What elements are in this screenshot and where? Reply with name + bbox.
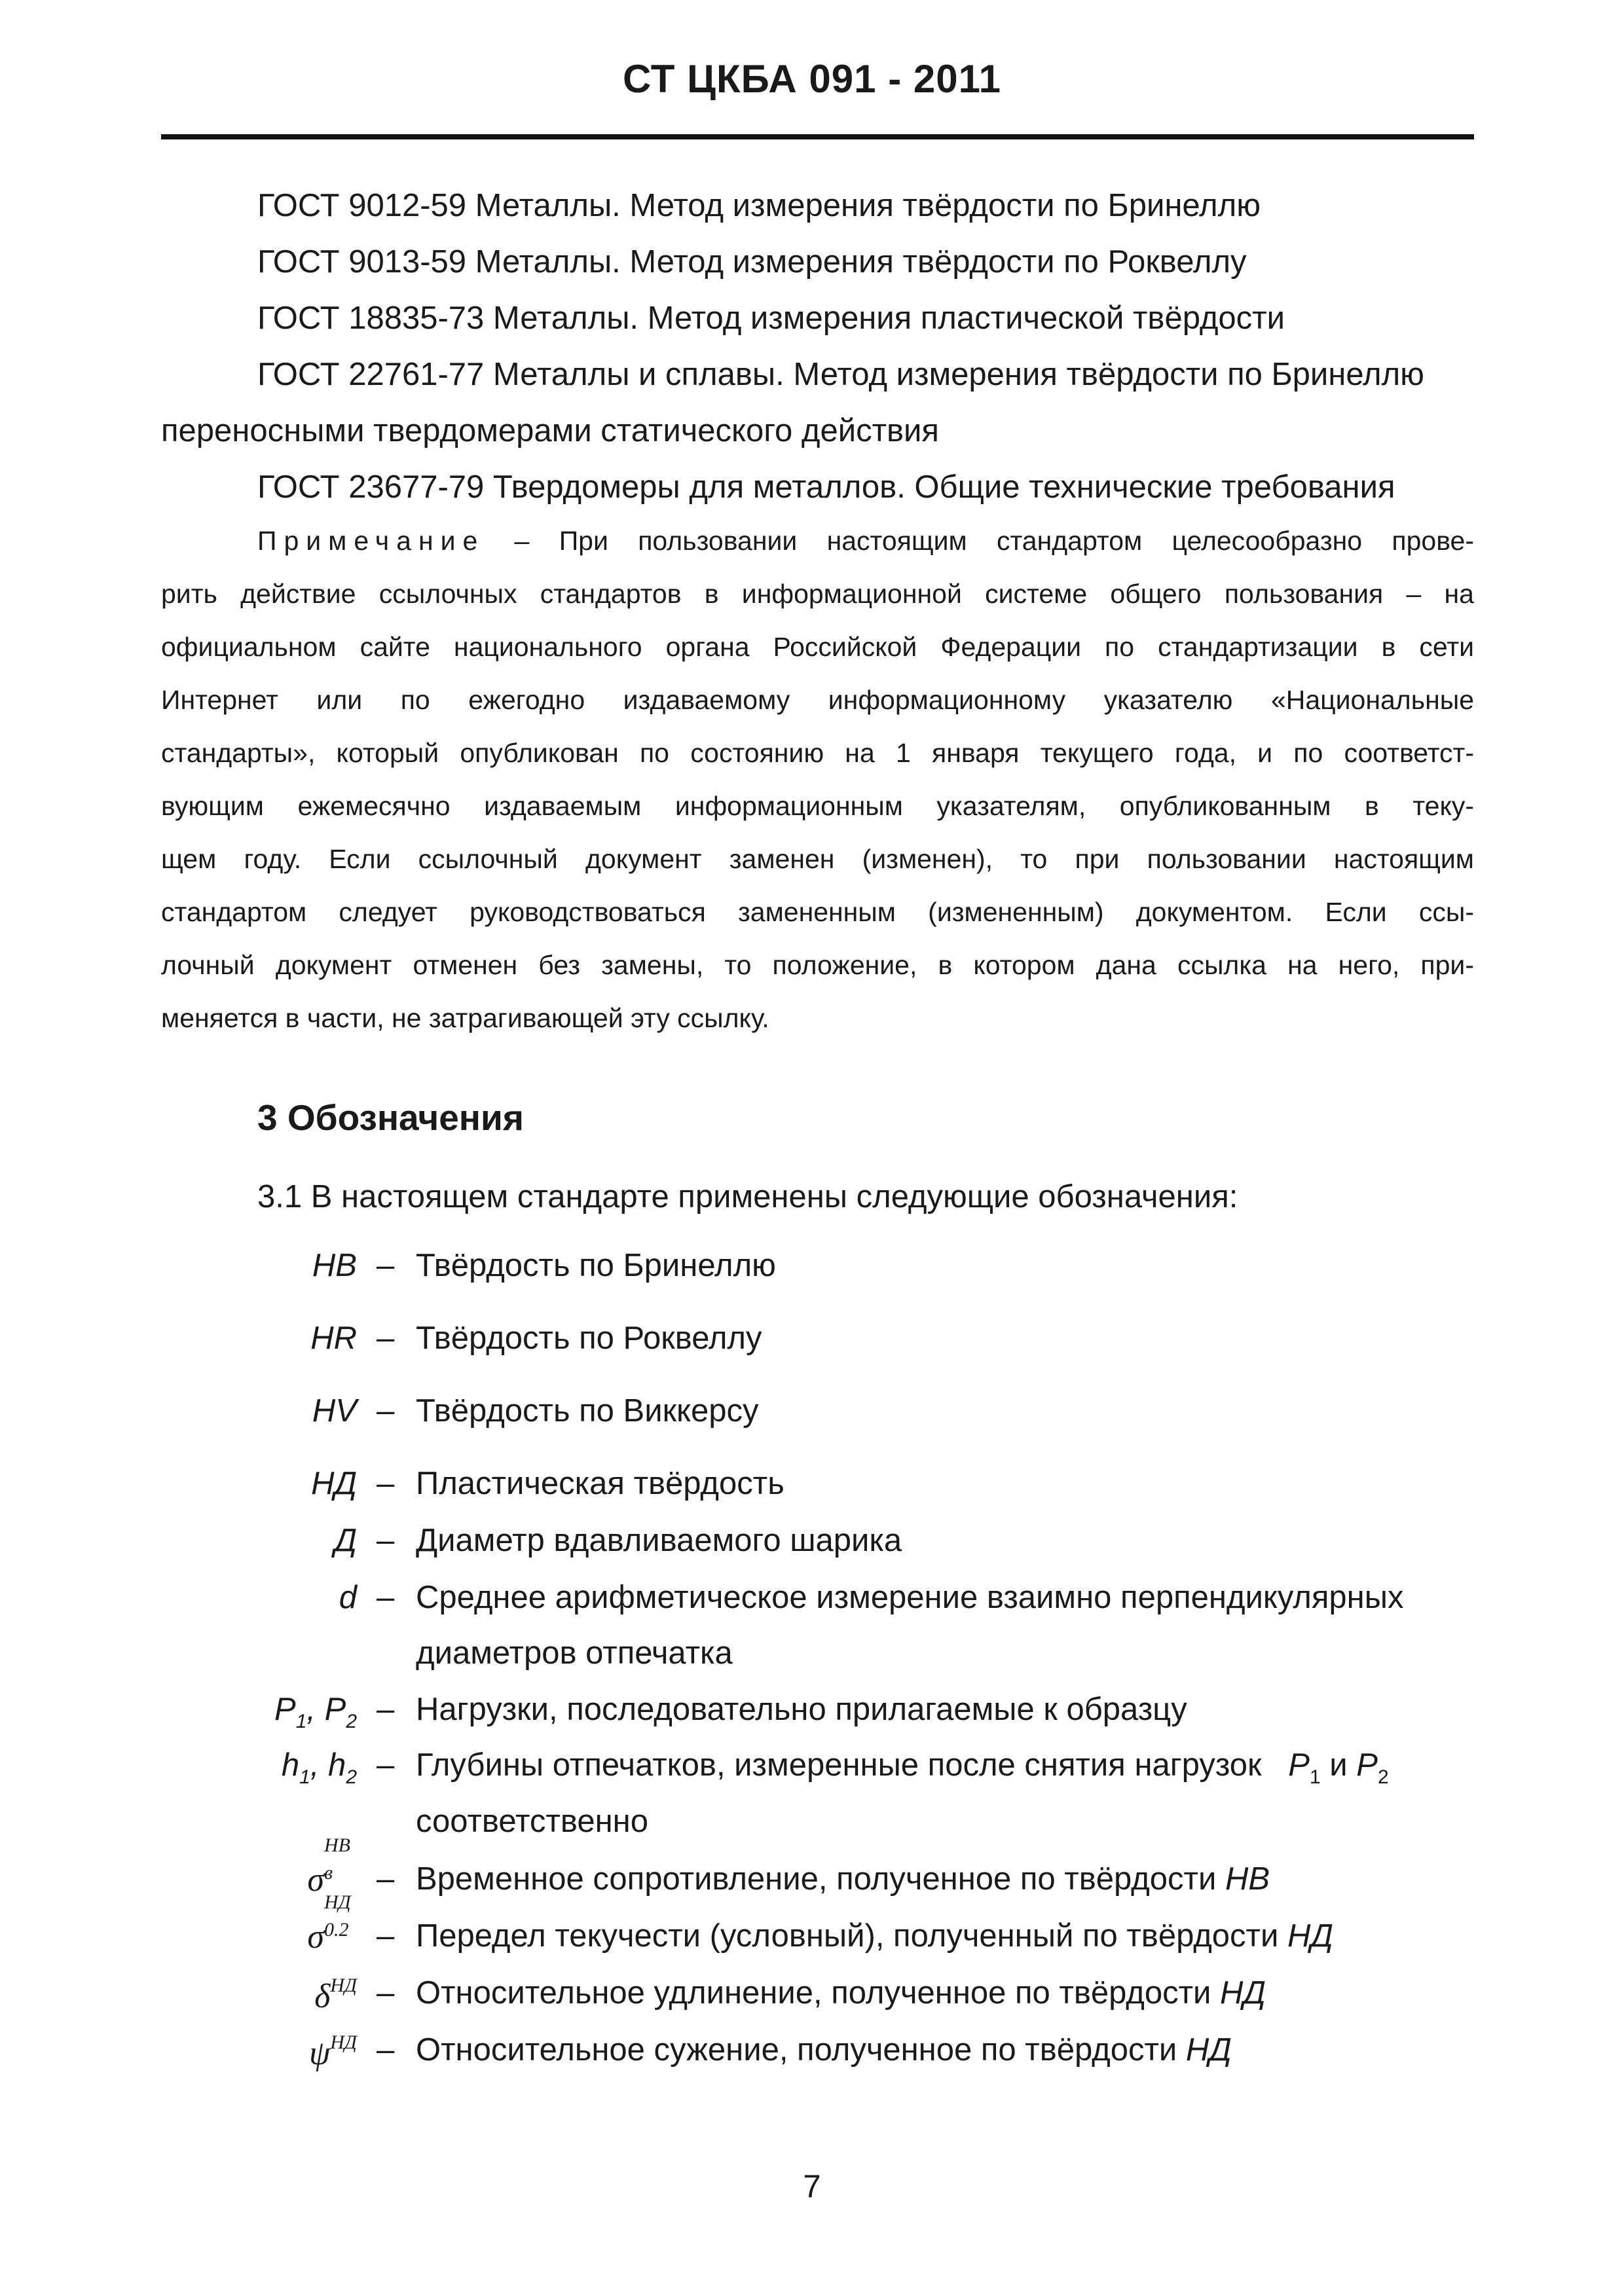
symbol-row-continuation — [0, 1635, 1624, 1681]
dash: – — [377, 1248, 395, 1283]
reference-item: ГОСТ 23677-79 Твердомеры для металлов. Общие технические требования — [257, 469, 1395, 505]
symbol: σ HB в — [307, 1834, 350, 1899]
page-number: 7 — [803, 2169, 821, 2204]
note-line: стандарты», который опубликован по состоянию на 1 января текущего года, и по соответст- — [161, 738, 1474, 768]
dash: – — [377, 1975, 395, 2011]
reference-item: ГОСТ 9013-59 Металлы. Метод измерения твёрдости по Роквеллу — [257, 244, 1247, 280]
dash: – — [377, 1466, 395, 1501]
reference-item-continuation: переносными твердомерами статического действия — [161, 413, 939, 448]
symbol: HB — [312, 1248, 357, 1283]
symbol: $P_1$, $P_2$ — [274, 1692, 357, 1732]
symbol-row — [0, 1247, 1624, 1293]
symbol-description: Диаметр вдавливаемого шарика — [416, 1523, 902, 1558]
note-line: вующим ежемесячно издаваемым информационным указателям, опубликованным в теку- — [161, 791, 1474, 821]
symbol: HV — [312, 1393, 357, 1429]
symbol-row — [0, 1747, 1624, 1793]
symbol-row — [0, 1522, 1624, 1568]
dash: – — [377, 1321, 395, 1356]
symbol-row — [0, 1320, 1624, 1366]
symbol-description-continuation: диаметров отпечатка — [416, 1635, 733, 1671]
section-heading: 3 Обозначения — [257, 1097, 524, 1138]
note-line: рить действие ссылочных стандартов в информационной системе общего пользования – на — [161, 579, 1474, 609]
header-rule — [161, 134, 1474, 139]
note-line: стандартом следует руководствоваться замененным (измененным) документом. Если ссы- — [161, 897, 1474, 927]
symbol-description: Твёрдость по Виккерсу — [416, 1393, 759, 1429]
symbol-description-continuation: соответственно — [416, 1804, 648, 1839]
symbol-description: Относительное удлинение, полученное по твёрдости НД — [416, 1975, 1266, 2011]
symbol: НД — [311, 1466, 357, 1501]
symbol-row — [0, 2032, 1624, 2077]
note-line: щем году. Если ссылочный документ заменен (изменен), то при пользовании настоящим — [161, 844, 1474, 874]
symbol-row-continuation — [0, 1803, 1624, 1849]
symbol-row — [0, 1579, 1624, 1625]
symbol-row — [0, 1891, 1624, 1963]
dash: – — [377, 1861, 395, 1897]
note-line: Примечание – При пользовании настоящим стандартом целесообразно прове- — [257, 526, 1474, 556]
symbol-description: Среднее арифметическое измерение взаимно перпендикулярных — [416, 1580, 1404, 1615]
document-header-title: СТ ЦКБА 091 - 2011 — [622, 57, 1002, 101]
symbol-description: Пластическая твёрдость — [416, 1466, 784, 1501]
note-line: лочный документ отменен без замены, то положение, в котором дана ссылка на него, при- — [161, 950, 1474, 980]
dash: – — [377, 1393, 395, 1429]
symbol: Д — [334, 1523, 357, 1558]
symbol: HR — [310, 1321, 357, 1356]
note-block — [161, 515, 1474, 1045]
symbol-row — [0, 1465, 1624, 1511]
section-intro: 3.1 В настоящем стандарте применены следующие обозначения: — [257, 1179, 1238, 1214]
reference-item: ГОСТ 9012-59 Металлы. Метод измерения твёрдости по Бринеллю — [257, 188, 1261, 223]
symbol-description: Твёрдость по Бринеллю — [416, 1248, 776, 1283]
dash: – — [377, 1692, 395, 1727]
symbol-description: Передел текучести (условный), полученный по твёрдости НД — [416, 1918, 1333, 1954]
symbol-row — [0, 1975, 1624, 2020]
symbol: $h_1$, $h_2$ — [281, 1747, 357, 1788]
symbol-description: Глубины отпечатков, измеренные после снятия нагрузок $P_1$ и $P_2$ — [416, 1747, 1389, 1788]
dash: – — [377, 1580, 395, 1615]
symbol-description: Относительное сужение, полученное по твёрдости НД — [416, 2032, 1232, 2068]
symbol: $\delta^{НД}$ — [314, 1975, 357, 2015]
dash: – — [377, 1523, 395, 1558]
symbol: $\psi^{НД}$ — [308, 2032, 357, 2072]
reference-item: ГОСТ 22761-77 Металлы и сплавы. Метод измерения твёрдости по Бринеллю — [257, 357, 1424, 392]
note-line: Интернет или по ежегодно издаваемому информационному указателю «Национальные — [161, 685, 1474, 715]
symbol-row — [0, 1834, 1624, 1906]
symbol-description: Нагрузки, последовательно прилагаемые к образцу — [416, 1692, 1187, 1727]
note-line: меняется в части, не затрагивающей эту ссылку. — [161, 1003, 769, 1033]
symbol: d — [339, 1580, 357, 1615]
symbol: σ НД 0.2 — [307, 1891, 351, 1956]
dash: – — [377, 2032, 395, 2068]
symbol-row — [0, 1393, 1624, 1438]
symbol-description: Твёрдость по Роквеллу — [416, 1321, 762, 1356]
note-label: Примечание — [257, 526, 485, 556]
dash: – — [377, 1747, 395, 1783]
symbol-description: Временное сопротивление, полученное по твёрдости HB — [416, 1861, 1270, 1897]
note-line: официальном сайте национального органа Российской Федерации по стандартизации в сети — [161, 632, 1474, 662]
dash: – — [377, 1918, 395, 1954]
reference-item: ГОСТ 18835-73 Металлы. Метод измерения пластической твёрдости — [257, 301, 1285, 336]
symbol-row — [0, 1691, 1624, 1737]
